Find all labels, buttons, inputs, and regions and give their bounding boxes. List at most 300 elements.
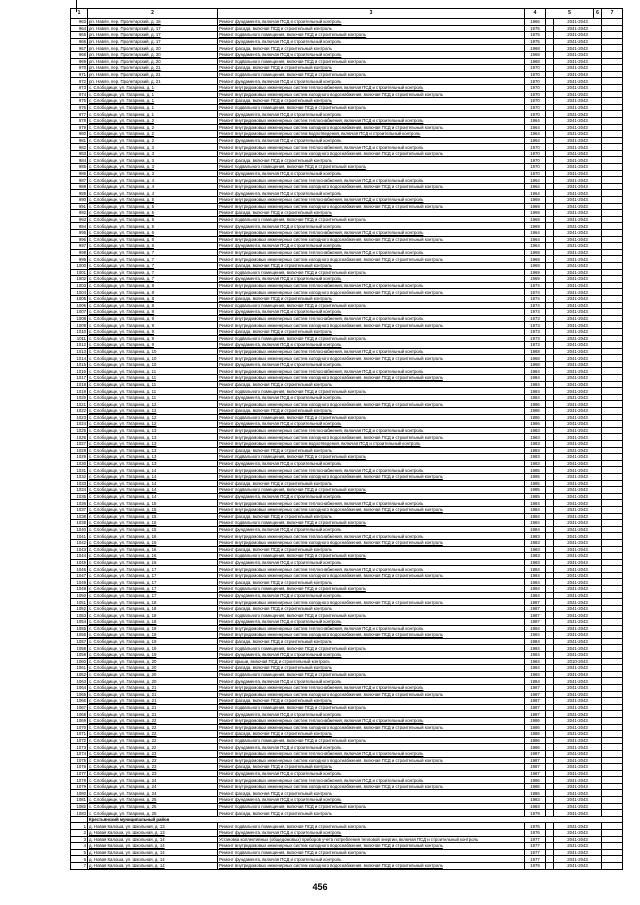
row-period: 2041-2043	[554, 328, 602, 335]
row-empty-cell	[602, 586, 623, 593]
table-row	[71, 51, 623, 58]
table-row	[71, 658, 623, 665]
section-header-row	[71, 816, 623, 823]
row-empty-cell	[602, 38, 623, 45]
row-year: 1986	[525, 401, 546, 408]
row-empty-cell	[546, 500, 554, 507]
row-empty-cell	[546, 513, 554, 520]
row-year: 1987	[525, 764, 546, 771]
row-work-type: Ремонт подвального помещения, включая ПСД и строительный контроль	[218, 216, 525, 223]
table-row	[71, 520, 623, 527]
row-work-type: Ремонт фасада, включая ПСД и строительный контроль	[218, 262, 525, 269]
table-row	[71, 414, 623, 421]
row-empty-cell	[546, 164, 554, 171]
row-address: с. Слободище, ул. Гагарина, д. 24	[88, 783, 218, 790]
row-period: 2041-2043	[554, 282, 602, 289]
row-empty-cell	[546, 731, 554, 738]
row-empty-cell	[546, 289, 554, 296]
row-year: 1986	[525, 731, 546, 738]
row-work-type: Ремонт фундамента, включая ПСД и строительный контроль	[218, 51, 525, 58]
row-empty-cell	[546, 678, 554, 685]
row-year: 1987	[525, 711, 546, 718]
row-work-type: Ремонт фундамента, включая ПСД и строительный контроль	[218, 744, 525, 751]
table-row	[71, 856, 623, 863]
row-period: 2041-2043	[554, 665, 602, 672]
row-year: 1970	[525, 157, 546, 164]
row-year: 1969	[525, 262, 546, 269]
row-period: 2041-2043	[554, 375, 602, 382]
row-year: 1984	[525, 388, 546, 395]
row-work-type: Ремонт внутридомовых инженерных систем теплоснабжения, включая ПСД и строительный контроль	[218, 282, 525, 289]
row-period: 2041-2043	[554, 777, 602, 784]
header-col-2: 2	[88, 9, 218, 19]
row-address: с. Слободище, ул. Гагарина, д. 20	[88, 665, 218, 672]
row-address: с. Слободище, ул. Гагарина, д. 1	[88, 91, 218, 98]
capital-repair-table	[70, 8, 623, 870]
row-number: 1034	[71, 487, 88, 494]
row-empty-cell	[602, 295, 623, 302]
row-address: с. Слободище, ул. Гагарина, д. 16	[88, 559, 218, 566]
table-row	[71, 605, 623, 612]
row-period: 2041-2043	[554, 150, 602, 157]
row-number: 1020	[71, 394, 88, 401]
row-number: 1025	[71, 427, 88, 434]
table-row	[71, 131, 623, 138]
table-row	[71, 381, 623, 388]
row-address: с. Слободище, ул. Гагарина, д. 22	[88, 737, 218, 744]
row-work-type: Ремонт внутридомовых инженерных систем холодного водоснабжения, включая ПСД и строительный контроль	[218, 401, 525, 408]
row-year: 1964	[525, 230, 546, 237]
row-empty-cell	[546, 388, 554, 395]
row-number: 967	[71, 45, 88, 52]
row-work-type: Ремонт подвального помещения, включая ПСД и строительный контроль	[218, 737, 525, 744]
table-row	[71, 487, 623, 494]
table-row	[71, 678, 623, 685]
row-empty-cell	[602, 84, 623, 91]
table-row	[71, 210, 623, 217]
row-empty-cell	[602, 612, 623, 619]
row-period: 2041-2043	[554, 717, 602, 724]
row-address: д. Новая Калоша, ул. Школьная, д. 14	[88, 863, 218, 870]
row-number: 1043	[71, 546, 88, 553]
row-number: 1055	[71, 625, 88, 632]
table-row	[71, 553, 623, 560]
row-address: рп. Навля, пер. Пролетарский, д. 17	[88, 32, 218, 39]
row-number: 990	[71, 197, 88, 204]
row-address: с. Слободище, ул. Гагарина, д. 3	[88, 170, 218, 177]
table-row	[71, 170, 623, 177]
row-year: 1969	[525, 216, 546, 223]
row-empty-cell	[602, 348, 623, 355]
row-year: 1964	[525, 177, 546, 184]
row-empty-cell	[546, 559, 554, 566]
row-number: 1028	[71, 447, 88, 454]
row-address: с. Слободище, ул. Гагарина, д. 11	[88, 368, 218, 375]
row-empty-cell	[602, 342, 623, 349]
row-period: 2041-2043	[554, 559, 602, 566]
row-work-type: Ремонт подвального помещения, включая ПСД и строительный контроль	[218, 302, 525, 309]
row-number: 1015	[71, 361, 88, 368]
row-work-type: Ремонт фасада, включая ПСД и строительный контроль	[218, 65, 525, 72]
row-year: 1984	[525, 645, 546, 652]
row-work-type: Ремонт крыши, включая ПСД и строительный контроль	[218, 658, 525, 665]
row-empty-cell	[602, 520, 623, 527]
row-work-type: Ремонт фундамента, включая ПСД и строительный контроль	[218, 394, 525, 401]
row-address: с. Слободище, ул. Гагарина, д. 23	[88, 750, 218, 757]
row-year: 1968	[525, 58, 546, 65]
row-year: 1984	[525, 506, 546, 513]
row-number: 1031	[71, 467, 88, 474]
row-empty-cell	[602, 473, 623, 480]
row-period: 2041-2043	[554, 592, 602, 599]
row-empty-cell	[546, 45, 554, 52]
header-col-3: 3	[218, 9, 525, 19]
row-work-type: Ремонт внутридомовых инженерных систем теплоснабжения, включая ПСД и строительный контроль	[218, 467, 525, 474]
row-number: 1049	[71, 586, 88, 593]
row-empty-cell	[602, 487, 623, 494]
row-empty-cell	[546, 480, 554, 487]
table-row	[71, 619, 623, 626]
row-address: с. Слободище, ул. Гагарина, д. 18	[88, 612, 218, 619]
table-row	[71, 315, 623, 322]
table-row	[71, 823, 623, 830]
row-number: 1022	[71, 408, 88, 415]
row-empty-cell	[546, 25, 554, 32]
row-number: 1003	[71, 282, 88, 289]
row-year: 1984	[525, 375, 546, 382]
row-work-type: Ремонт внутридомовых инженерных систем холодного водоснабжения, включая ПСД и строительный контроль	[218, 236, 525, 243]
row-period: 2041-2043	[554, 131, 602, 138]
row-address: с. Слободище, ул. Гагарина, д. 8	[88, 302, 218, 309]
row-empty-cell	[602, 658, 623, 665]
row-empty-cell	[602, 506, 623, 513]
row-work-type: Ремонт фундамента, включая ПСД и строительный контроль	[218, 856, 525, 863]
row-address: с. Слободище, ул. Гагарина, д. 2	[88, 137, 218, 144]
row-address: с. Слободище, ул. Гагарина, д. 16	[88, 533, 218, 540]
row-period: 2041-2043	[554, 441, 602, 448]
row-year: 1977	[525, 849, 546, 856]
row-address: с. Слободище, ул. Гагарина, д. 5	[88, 203, 218, 210]
row-year: 1974	[525, 282, 546, 289]
row-address: с. Слободище, ул. Гагарина, д. 5	[88, 216, 218, 223]
row-empty-cell	[546, 262, 554, 269]
row-work-type: Ремонт внутридомовых инженерных систем теплоснабжения, включая ПСД и строительный контроль	[218, 625, 525, 632]
row-year: 1969	[525, 210, 546, 217]
row-period: 2041-2043	[554, 493, 602, 500]
row-address: с. Слободище, ул. Гагарина, д. 21	[88, 698, 218, 705]
row-year: 1975	[525, 32, 546, 39]
row-number: 1072	[71, 737, 88, 744]
row-work-type: Ремонт фасада, включая ПСД и строительный контроль	[218, 157, 525, 164]
row-address: с. Слободище, ул. Гагарина, д. 21	[88, 704, 218, 711]
row-number: 1008	[71, 315, 88, 322]
row-empty-cell	[602, 32, 623, 39]
row-address: с. Слободище, ул. Гагарина, д. 9	[88, 328, 218, 335]
table-row	[71, 506, 623, 513]
row-empty-cell	[602, 381, 623, 388]
row-period: 2041-2043	[554, 520, 602, 527]
row-year: 1970	[525, 150, 546, 157]
row-empty-cell	[602, 236, 623, 243]
row-number: 1010	[71, 328, 88, 335]
row-empty-cell	[602, 830, 623, 837]
row-work-type: Ремонт внутридомовых инженерных систем холодного водоснабжения, включая ПСД и строительный контроль	[218, 724, 525, 731]
row-empty-cell	[602, 276, 623, 283]
row-period: 2041-2043	[554, 322, 602, 329]
row-period: 2041-2043	[554, 704, 602, 711]
row-work-type: Ремонт фундамента, включая ПСД и строительный контроль	[218, 493, 525, 500]
table-row	[71, 797, 623, 804]
row-year: 1983	[525, 553, 546, 560]
row-period: 2041-2043	[554, 638, 602, 645]
table-row	[71, 579, 623, 586]
row-year: 1970	[525, 111, 546, 118]
row-year: 1983	[525, 454, 546, 461]
table-row	[71, 361, 623, 368]
row-address: с. Слободище, ул. Гагарина, д. 7	[88, 276, 218, 283]
row-address: с. Слободище, ул. Гагарина, д. 18	[88, 599, 218, 606]
row-address: с. Слободище, ул. Гагарина, д. 15	[88, 520, 218, 527]
row-address: с. Слободище, ул. Гагарина, д. 21	[88, 691, 218, 698]
row-period: 2010-2043	[554, 658, 602, 665]
row-work-type: Ремонт внутридомовых инженерных систем теплоснабжения, включая ПСД и строительный контроль	[218, 315, 525, 322]
table-row	[71, 731, 623, 738]
row-empty-cell	[546, 276, 554, 283]
row-period: 2041-2043	[554, 645, 602, 652]
row-empty-cell	[546, 473, 554, 480]
row-period: 2041-2043	[554, 164, 602, 171]
row-empty-cell	[602, 441, 623, 448]
table-row	[71, 282, 623, 289]
table-row	[71, 309, 623, 316]
row-address: с. Слободище, ул. Гагарина, д. 3	[88, 157, 218, 164]
table-row	[71, 427, 623, 434]
row-empty-cell	[546, 757, 554, 764]
row-year: 1984	[525, 513, 546, 520]
row-empty-cell	[546, 539, 554, 546]
row-address: с. Слободище, ул. Гагарина, д. 22	[88, 731, 218, 738]
row-address: с. Слободище, ул. Гагарина, д. 15	[88, 506, 218, 513]
row-address: рп. Навля, пер. Пролетарский, д. 21	[88, 71, 218, 78]
row-empty-cell	[546, 441, 554, 448]
row-number: 1004	[71, 289, 88, 296]
row-work-type: Ремонт фундамента, включая ПСД и строительный контроль	[218, 592, 525, 599]
row-work-type: Ремонт внутридомовых инженерных систем холодного водоснабжения, включая ПСД и строительный контроль	[218, 691, 525, 698]
row-period: 2041-2043	[554, 599, 602, 606]
row-address: с. Слободище, ул. Гагарина, д. 1	[88, 98, 218, 105]
row-work-type: Ремонт внутридомовых инженерных систем холодного водоснабжения, включая ПСД и строительный контроль	[218, 375, 525, 382]
row-empty-cell	[602, 698, 623, 705]
table-row	[71, 744, 623, 751]
row-number: 1006	[71, 302, 88, 309]
row-number: 993	[71, 216, 88, 223]
row-address: с. Слободище, ул. Гагарина, д. 17	[88, 566, 218, 573]
row-work-type: Ремонт подвального помещения, включая ПСД и строительный контроль	[218, 58, 525, 65]
row-period: 2041-2043	[554, 295, 602, 302]
row-empty-cell	[602, 783, 623, 790]
row-work-type: Ремонт подвального помещения, включая ПСД и строительный контроль	[218, 823, 525, 830]
table-row	[71, 269, 623, 276]
row-period: 2041-2043	[554, 216, 602, 223]
row-work-type: Ремонт внутридомовых инженерных систем теплоснабжения, включая ПСД и строительный контроль	[218, 777, 525, 784]
row-number: 998	[71, 249, 88, 256]
row-address: с. Слободище, ул. Гагарина, д. 4	[88, 183, 218, 190]
row-year: 1983	[525, 546, 546, 553]
row-empty-cell	[546, 506, 554, 513]
row-number: 1071	[71, 731, 88, 738]
table-row	[71, 645, 623, 652]
table-row	[71, 256, 623, 263]
row-work-type: Ремонт фундамента, включая ПСД и строительный контроль	[218, 243, 525, 250]
row-work-type: Ремонт внутридомовых инженерных систем холодного водоснабжения, включая ПСД и строительный контроль	[218, 124, 525, 131]
row-address: с. Слободище, ул. Гагарина, д. 4	[88, 190, 218, 197]
row-empty-cell	[602, 711, 623, 718]
row-period: 2041-2043	[554, 183, 602, 190]
row-period: 2041-2043	[554, 586, 602, 593]
row-empty-cell	[546, 98, 554, 105]
table-row	[71, 764, 623, 771]
row-address: с. Слободище, ул. Гагарина, д. 22	[88, 717, 218, 724]
row-empty-cell	[602, 19, 623, 26]
row-empty-cell	[602, 144, 623, 151]
row-address: с. Слободище, ул. Гагарина, д. 19	[88, 652, 218, 659]
row-empty-cell	[546, 249, 554, 256]
table-row	[71, 612, 623, 619]
row-period: 2041-2043	[554, 684, 602, 691]
row-year: 1984	[525, 652, 546, 659]
row-number: 1080	[71, 790, 88, 797]
table-row	[71, 559, 623, 566]
row-number: 1056	[71, 632, 88, 639]
row-year: 1968	[525, 45, 546, 52]
row-period: 2041-2043	[554, 45, 602, 52]
row-period: 2041-2043	[554, 315, 602, 322]
table-row	[71, 546, 623, 553]
row-number: 1065	[71, 691, 88, 698]
row-year: 1969	[525, 203, 546, 210]
row-period: 2041-2043	[554, 203, 602, 210]
row-work-type: Ремонт фундамента, включая ПСД и строительный контроль	[218, 559, 525, 566]
row-empty-cell	[602, 164, 623, 171]
row-address: с. Слободище, ул. Гагарина, д. 25	[88, 810, 218, 817]
row-year: 1984	[525, 586, 546, 593]
row-work-type: Ремонт фундамента, включая ПСД и строительный контроль	[218, 361, 525, 368]
row-empty-cell	[546, 711, 554, 718]
row-address: с. Слободище, ул. Гагарина, д. 2	[88, 131, 218, 138]
row-empty-cell	[546, 335, 554, 342]
row-year: 1968	[525, 348, 546, 355]
row-period: 2041-2043	[554, 605, 602, 612]
row-work-type: Ремонт внутридомовых инженерных систем теплоснабжения, включая ПСД и строительный контроль	[218, 348, 525, 355]
row-period: 2041-2043	[554, 632, 602, 639]
row-work-type: Ремонт внутридомовых инженерных систем холодного водоснабжения, включая ПСД и строительный контроль	[218, 843, 525, 850]
row-address: с. Слободище, ул. Гагарина, д. 7	[88, 269, 218, 276]
row-empty-cell	[602, 454, 623, 461]
row-number: 1077	[71, 770, 88, 777]
row-number: 980	[71, 131, 88, 138]
row-year: 1975	[525, 25, 546, 32]
row-empty-cell	[546, 157, 554, 164]
row-empty-cell	[602, 65, 623, 72]
row-period: 2041-2043	[554, 348, 602, 355]
row-period: 2041-2043	[554, 124, 602, 131]
row-number: 987	[71, 177, 88, 184]
row-address: с. Слободище, ул. Гагарина, д. 23	[88, 757, 218, 764]
table-row	[71, 124, 623, 131]
table-row	[71, 625, 623, 632]
row-empty-cell	[602, 731, 623, 738]
row-empty-cell	[546, 520, 554, 527]
row-address: с. Слободище, ул. Гагарина, д. 13	[88, 434, 218, 441]
row-number: 996	[71, 236, 88, 243]
row-address: с. Слободище, ул. Гагарина, д. 3	[88, 164, 218, 171]
table-row	[71, 665, 623, 672]
row-work-type: Ремонт внутридомовых инженерных систем теплоснабжения, включая ПСД и строительный контроль	[218, 717, 525, 724]
row-empty-cell	[602, 849, 623, 856]
row-year: 1987	[525, 619, 546, 626]
row-work-type: Ремонт фасада, включая ПСД и строительный контроль	[218, 790, 525, 797]
row-address: с. Слободище, ул. Гагарина, д. 10	[88, 355, 218, 362]
row-empty-cell	[546, 421, 554, 428]
row-work-type: Ремонт подвального помещения, включая ПСД и строительный контроль	[218, 164, 525, 171]
table-row	[71, 342, 623, 349]
row-work-type: Ремонт подвального помещения, включая ПСД и строительный контроль	[218, 32, 525, 39]
row-address: с. Слободище, ул. Гагарина, д. 7	[88, 256, 218, 263]
row-empty-cell	[546, 744, 554, 751]
table-row	[71, 32, 623, 39]
table-row	[71, 71, 623, 78]
row-period: 2041-2043	[554, 335, 602, 342]
row-empty-cell	[602, 843, 623, 850]
row-empty-cell	[602, 797, 623, 804]
row-period: 2041-2043	[554, 408, 602, 415]
row-year: 1969	[525, 223, 546, 230]
row-empty-cell	[602, 177, 623, 184]
row-period: 2041-2043	[554, 256, 602, 263]
row-empty-cell	[602, 447, 623, 454]
row-empty-cell	[602, 210, 623, 217]
row-period: 2041-2043	[554, 71, 602, 78]
row-period: 2041-2043	[554, 197, 602, 204]
row-empty-cell	[602, 724, 623, 731]
row-work-type: Ремонт внутридомовых инженерных систем водоотведения, включая ПСД и строительный контроль	[218, 131, 525, 138]
row-number: 4	[71, 843, 88, 850]
row-empty-cell	[546, 797, 554, 804]
row-year: 1986	[525, 777, 546, 784]
row-address: с. Слободище, ул. Гагарина, д. 14	[88, 473, 218, 480]
table-row	[71, 454, 623, 461]
row-work-type: Ремонт фасада, включая ПСД и строительный контроль	[218, 764, 525, 771]
table-row	[71, 526, 623, 533]
row-period: 2041-2043	[554, 467, 602, 474]
row-empty-cell	[546, 803, 554, 810]
row-number: 1074	[71, 750, 88, 757]
row-address: с. Слободище, ул. Гагарина, д. 20	[88, 678, 218, 685]
row-empty-cell	[602, 368, 623, 375]
row-empty-cell	[546, 632, 554, 639]
row-year: 1964	[525, 183, 546, 190]
row-year: 1970	[525, 104, 546, 111]
row-period: 2041-2043	[554, 652, 602, 659]
row-empty-cell	[602, 401, 623, 408]
row-period: 2041-2043	[554, 691, 602, 698]
row-period: 2041-2043	[554, 236, 602, 243]
row-year: 1964	[525, 117, 546, 124]
row-period: 2041-2043	[554, 553, 602, 560]
header-col-5: 5	[546, 9, 594, 19]
row-address: д. Новая Калоша, ул. Школьная, д. 13	[88, 823, 218, 830]
row-number: 988	[71, 183, 88, 190]
